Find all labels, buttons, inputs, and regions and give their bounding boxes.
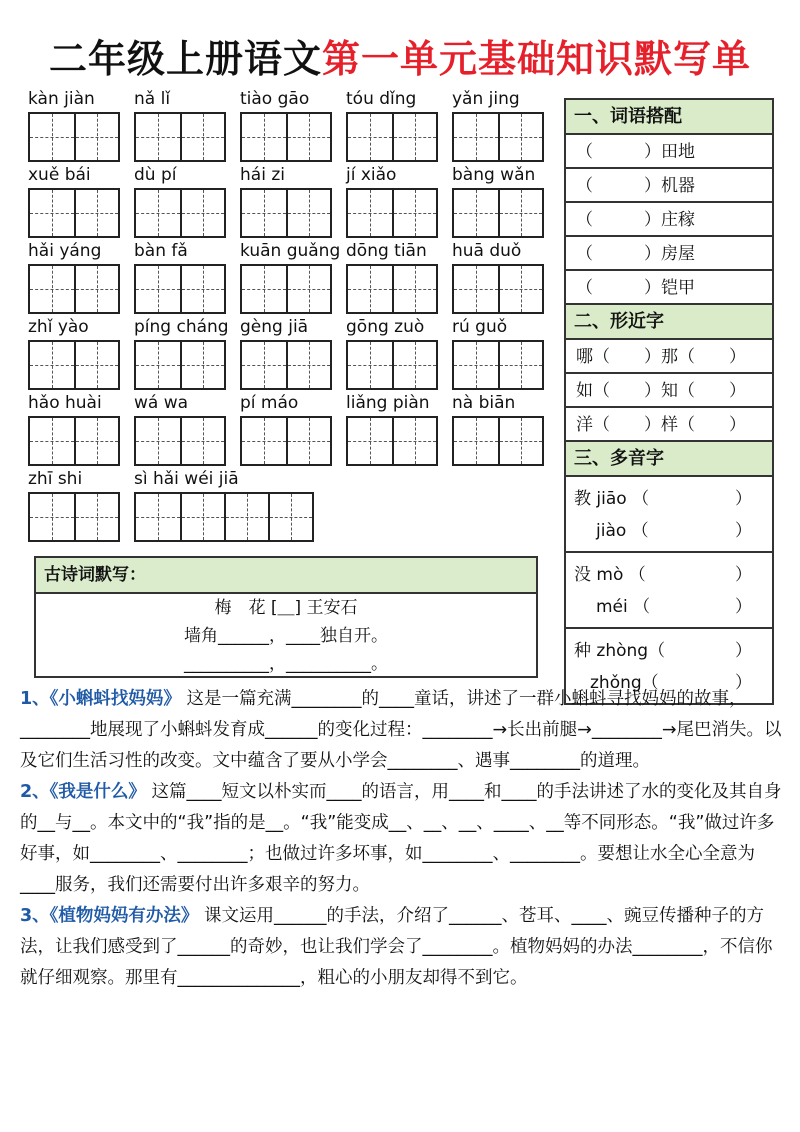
writing-boxes[interactable] (134, 340, 226, 390)
tianzige-cell[interactable] (74, 190, 118, 236)
polyphone-reading: mò （ (596, 565, 646, 585)
writing-boxes[interactable] (452, 264, 544, 314)
tianzige-cell[interactable] (30, 418, 74, 464)
word-matching-row: （ ）庄稼 (566, 203, 772, 237)
tianzige-cell[interactable] (30, 342, 74, 388)
writing-boxes[interactable] (452, 188, 544, 238)
section-similar-chars-title: 二、形近字 (566, 305, 772, 340)
tianzige-cell[interactable] (454, 342, 498, 388)
tianzige-cell[interactable] (180, 342, 224, 388)
pinyin-label: xuě bái (28, 165, 91, 185)
tianzige-cell[interactable] (392, 342, 436, 388)
writing-boxes[interactable] (346, 188, 438, 238)
pinyin-label: yǎn jing (452, 89, 520, 109)
writing-boxes[interactable] (346, 264, 438, 314)
tianzige-cell[interactable] (286, 114, 330, 160)
tianzige-cell[interactable] (242, 266, 286, 312)
close-paren: ） (735, 565, 752, 585)
pinyin-label: hǎo huài (28, 393, 102, 413)
polyphone-char: 教 (574, 489, 591, 509)
passage-3 (20, 901, 782, 994)
pinyin-label: nǎ lǐ (134, 89, 171, 109)
tianzige-cell[interactable] (136, 342, 180, 388)
polyphone-char: 种 (574, 641, 591, 661)
tianzige-cell[interactable] (348, 342, 392, 388)
polyphone-reading: jiào （ (596, 521, 649, 541)
word-matching-row: （ ）田地 (566, 135, 772, 169)
pinyin-label: pí máo (240, 393, 299, 413)
pinyin-label: bàng wǎn (452, 165, 536, 185)
polyphone-reading: zhǒng（ (590, 673, 659, 693)
pinyin-label: tiào gāo (240, 89, 310, 109)
tianzige-cell[interactable] (30, 494, 74, 540)
writing-boxes[interactable] (28, 492, 120, 542)
passage-title: 3、《植物妈妈有办法》 (20, 906, 199, 926)
pinyin-label: rú guǒ (452, 317, 508, 337)
polyphone-char: 没 (574, 565, 591, 585)
tianzige-cell[interactable] (392, 190, 436, 236)
passage-title: 2、《我是什么》 (20, 782, 146, 802)
writing-boxes[interactable] (346, 340, 438, 390)
pinyin-label: dōng tiān (346, 241, 427, 261)
title-part1: 二年级上册语文 (48, 37, 322, 81)
poem-dictation-box (34, 556, 538, 678)
pinyin-label: hái zi (240, 165, 285, 185)
writing-boxes[interactable] (28, 416, 120, 466)
tianzige-cell[interactable] (180, 190, 224, 236)
poem-line-2: __________，__________。 (184, 654, 388, 674)
polyphone-reading: méi （ (596, 597, 651, 617)
pinyin-label: hǎi yáng (28, 241, 102, 261)
pinyin-label: dù pí (134, 165, 177, 185)
passage-1 (20, 684, 782, 777)
close-paren: ） (735, 673, 752, 693)
tianzige-cell[interactable] (286, 342, 330, 388)
pinyin-label: sì hǎi wéi jiā (134, 469, 239, 489)
tianzige-cell[interactable] (242, 342, 286, 388)
tianzige-cell[interactable] (136, 114, 180, 160)
tianzige-cell[interactable] (180, 494, 224, 540)
pinyin-label: kàn jiàn (28, 89, 95, 109)
tianzige-cell[interactable] (498, 342, 542, 388)
tianzige-cell[interactable] (498, 114, 542, 160)
tianzige-cell[interactable] (348, 114, 392, 160)
close-paren: ） (735, 489, 752, 509)
writing-boxes[interactable] (240, 416, 332, 466)
passage-title: 1、《小蝌蚪找妈妈》 (20, 689, 181, 709)
tianzige-cell[interactable] (348, 266, 392, 312)
pinyin-label: zhī shi (28, 469, 83, 489)
writing-boxes[interactable] (134, 188, 226, 238)
tianzige-cell[interactable] (180, 418, 224, 464)
writing-boxes[interactable] (134, 264, 226, 314)
tianzige-cell[interactable] (224, 494, 268, 540)
pinyin-label: bàn fǎ (134, 241, 188, 261)
pinyin-label: tóu dǐng (346, 89, 417, 109)
tianzige-cell[interactable] (286, 418, 330, 464)
close-paren: ） (735, 641, 752, 661)
pinyin-label: zhǐ yào (28, 317, 89, 337)
similar-chars-row: 哪（ ）那（ ） (566, 340, 772, 374)
pinyin-label: píng cháng (134, 317, 229, 337)
passage-body: 这篇____短文以朴实而____的语言，用____和____的手法讲述了水的变化及其自身的__与__。本文中的“我”指的是__。“我”能变成__、__、__、____、__等不同形态。“我”做过许多好事，如________、________；也做过许多坏事，如________、________。要想让水全心全意为____服务，我们还需要付出许多艰辛的努力。 (20, 782, 782, 895)
polyphone-reading: jiāo （ (596, 489, 650, 509)
poem-title-line: 梅 花 [＿] 王安石 (214, 598, 358, 618)
tianzige-cell[interactable] (454, 418, 498, 464)
similar-chars-row: 洋（ ）样（ ） (566, 408, 772, 442)
pinyin-label: huā duǒ (452, 241, 522, 261)
tianzige-cell[interactable] (74, 418, 118, 464)
similar-chars-row: 如（ ）知（ ） (566, 374, 772, 408)
title-part2: 第一单元基础知识默写单 (322, 37, 752, 81)
tianzige-cell[interactable] (242, 190, 286, 236)
close-paren: ） (735, 597, 752, 617)
tianzige-cell[interactable] (392, 266, 436, 312)
tianzige-cell[interactable] (74, 342, 118, 388)
reading-passages (20, 684, 782, 994)
word-matching-row: （ ）机器 (566, 169, 772, 203)
tianzige-cell[interactable] (454, 266, 498, 312)
page-title (0, 28, 800, 83)
poem-line-1: 墙角______，____独自开。 (184, 626, 388, 646)
tianzige-cell[interactable] (392, 418, 436, 464)
writing-boxes[interactable] (346, 416, 438, 466)
tianzige-cell[interactable] (74, 266, 118, 312)
tianzige-cell[interactable] (30, 190, 74, 236)
section-word-matching-title: 一、词语搭配 (566, 100, 772, 135)
tianzige-cell[interactable] (136, 418, 180, 464)
tianzige-cell[interactable] (392, 114, 436, 160)
tianzige-cell[interactable] (74, 494, 118, 540)
writing-boxes[interactable] (28, 264, 120, 314)
writing-boxes[interactable] (240, 340, 332, 390)
writing-boxes[interactable] (134, 112, 226, 162)
tianzige-cell[interactable] (454, 114, 498, 160)
passage-2 (20, 777, 782, 901)
tianzige-cell[interactable] (498, 190, 542, 236)
pinyin-label: gèng jiā (240, 317, 309, 337)
passage-body: 这是一篇充满________的____童话，讲述了一群小蝌蚪寻找妈妈的故事，________地展现了小蝌蚪发育成______的变化过程：________→长出前腿→________→尾巴消失。以及它们生活习性的改变。文中蕴含了要从小学会________、遇事________的道理。 (20, 689, 782, 771)
tianzige-cell[interactable] (268, 494, 312, 540)
polyphone-reading: zhòng（ (596, 641, 666, 661)
tianzige-cell[interactable] (348, 418, 392, 464)
writing-boxes[interactable] (452, 340, 544, 390)
pinyin-label: nà biān (452, 393, 516, 413)
writing-boxes[interactable] (28, 340, 120, 390)
tianzige-cell[interactable] (242, 418, 286, 464)
writing-boxes[interactable] (134, 416, 226, 466)
writing-boxes[interactable] (134, 492, 314, 542)
tianzige-cell[interactable] (498, 418, 542, 464)
word-matching-row: （ ）房屋 (566, 237, 772, 271)
tianzige-cell[interactable] (136, 266, 180, 312)
pinyin-label: gōng zuò (346, 317, 425, 337)
pinyin-label: wá wa (134, 393, 189, 413)
tianzige-cell[interactable] (498, 266, 542, 312)
close-paren: ） (735, 521, 752, 541)
tianzige-cell[interactable] (286, 190, 330, 236)
tianzige-cell[interactable] (180, 266, 224, 312)
tianzige-cell[interactable] (454, 190, 498, 236)
passage-body: 课文运用______的手法，介绍了______、苍耳、____、豌豆传播种子的方法，让我们感受到了______的奇妙，也让我们学会了________。植物妈妈的办法________，不信你就仔细观察。那里有______________，粗心的小朋友却得不到它。 (20, 906, 773, 988)
tianzige-cell[interactable] (242, 114, 286, 160)
writing-boxes[interactable] (240, 264, 332, 314)
writing-boxes[interactable] (346, 112, 438, 162)
tianzige-cell[interactable] (136, 494, 180, 540)
writing-boxes[interactable] (452, 416, 544, 466)
writing-boxes[interactable] (240, 188, 332, 238)
writing-boxes[interactable] (452, 112, 544, 162)
pinyin-label: liǎng piàn (346, 393, 430, 413)
poem-header: 古诗词默写： (36, 558, 536, 594)
tianzige-cell[interactable] (286, 266, 330, 312)
writing-boxes[interactable] (28, 188, 120, 238)
pinyin-label: jí xiǎo (346, 165, 397, 185)
writing-boxes[interactable] (240, 112, 332, 162)
tianzige-cell[interactable] (74, 114, 118, 160)
polyphone-group (566, 477, 772, 553)
tianzige-cell[interactable] (348, 190, 392, 236)
writing-boxes[interactable] (28, 112, 120, 162)
tianzige-cell[interactable] (180, 114, 224, 160)
tianzige-cell[interactable] (136, 190, 180, 236)
word-matching-row: （ ）铠甲 (566, 271, 772, 305)
section-polyphones-title: 三、多音字 (566, 442, 772, 477)
polyphone-group (566, 553, 772, 629)
tianzige-cell[interactable] (30, 114, 74, 160)
pinyin-label: kuān guǎng (240, 241, 341, 261)
tianzige-cell[interactable] (30, 266, 74, 312)
side-panel (564, 98, 774, 705)
